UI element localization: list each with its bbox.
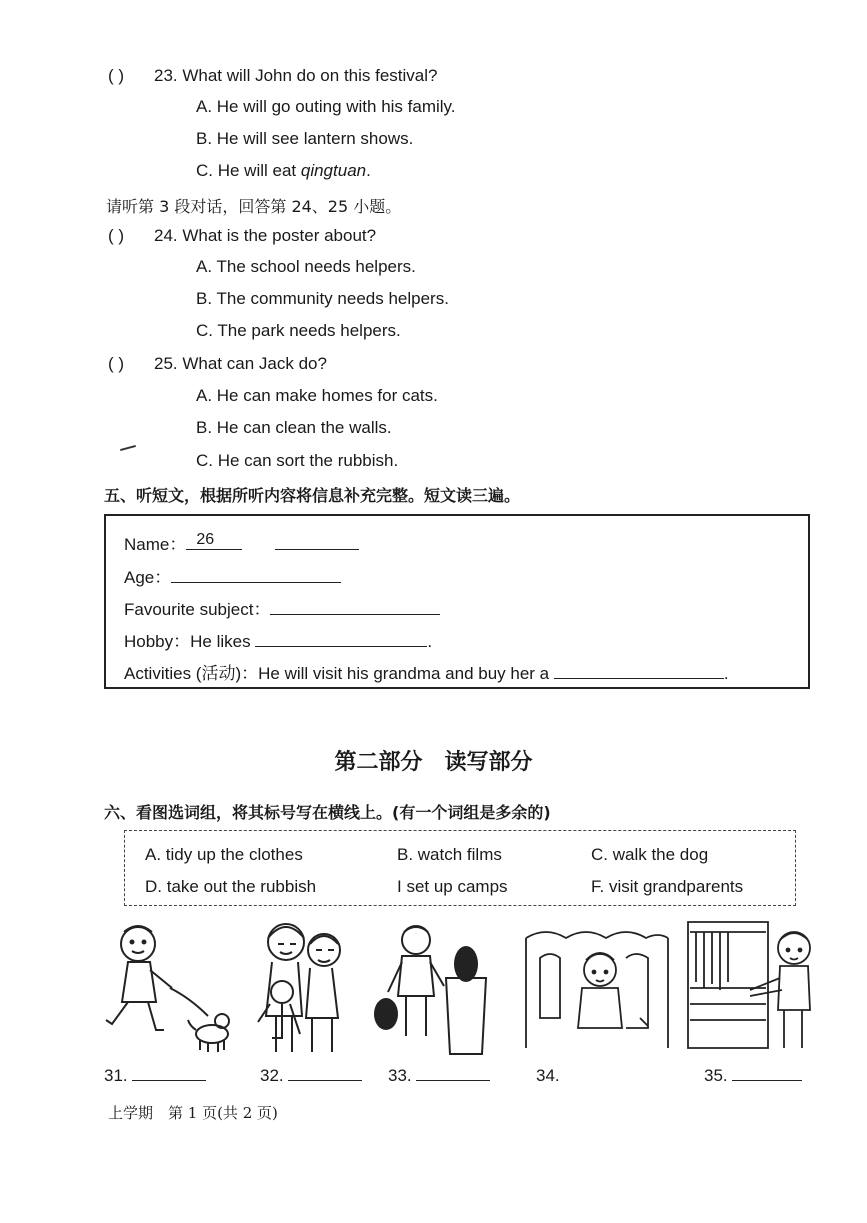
hobby-row (124, 627, 432, 652)
question-23 (108, 66, 437, 86)
answer-paren[interactable]: ( ) (108, 66, 125, 85)
q24-option-a: A. The school needs helpers. (196, 257, 416, 276)
hobby-end: . (427, 632, 433, 651)
picture-take-out-rubbish (372, 918, 492, 1058)
section-5-title: 五、听短文，根据所听内容将信息补充完整。短文读三遍。 (104, 486, 521, 505)
activities-blank[interactable] (554, 664, 724, 679)
q23-option-b: B. He will see lantern shows. (196, 129, 414, 148)
q25-option-c: C. He can sort the rubbish. (196, 451, 399, 470)
blank-number: 26 (196, 531, 215, 548)
section-6-title: 六、看图选词组，将其标号写在横线上。(有一个词组是多余的) (104, 803, 551, 822)
name-blank-1[interactable] (186, 531, 242, 550)
phrase-e: I set up camps (397, 877, 508, 896)
answer-35 (704, 1066, 802, 1086)
phrase-a: A. tidy up the clothes (145, 845, 303, 864)
answer-32 (260, 1066, 362, 1086)
phrase-f: F. visit grandparents (591, 877, 744, 896)
answer-number: 31. (104, 1066, 128, 1085)
answer-paren[interactable]: ( ) (108, 226, 125, 245)
phrase-c: C. walk the dog (591, 845, 709, 864)
answer-paren[interactable]: ( ) (108, 354, 125, 373)
name-blank-2[interactable] (275, 535, 359, 550)
q24-option-b: B. The community needs helpers. (196, 289, 449, 308)
option-end: . (366, 161, 371, 180)
info-box (104, 514, 810, 689)
answer-33 (388, 1066, 490, 1086)
answer-number: 34. (536, 1066, 560, 1085)
answer-blank[interactable] (416, 1066, 490, 1081)
question-stem: 23. What will John do on this festival? (154, 66, 438, 85)
name-row (124, 530, 359, 555)
q24-option-c: C. The park needs helpers. (196, 321, 401, 340)
answer-blank[interactable] (288, 1066, 362, 1081)
question-25 (108, 354, 327, 374)
answer-number: 32. (260, 1066, 284, 1085)
question-24 (108, 226, 376, 246)
answer-number: 33. (388, 1066, 412, 1085)
answer-34 (536, 1066, 560, 1086)
page-footer: 上学期 第 1 页(共 2 页) (108, 1104, 278, 1122)
picture-visit-grandparents (246, 918, 366, 1058)
activities-end: . (723, 664, 729, 683)
instruction-dialogue-3: 请听第 3 段对话，回答第 24、25 小题。 (106, 197, 402, 216)
subject-row (124, 595, 440, 620)
age-blank[interactable] (171, 568, 341, 583)
answer-blank[interactable] (132, 1066, 206, 1081)
option-italic-word: qingtuan (300, 161, 367, 180)
activities-row (124, 659, 729, 684)
question-stem: 24. What is the poster about? (154, 226, 377, 245)
option-text: C. He will eat (196, 161, 301, 180)
phrase-box (124, 830, 796, 906)
picture-tidy-clothes (686, 918, 816, 1058)
name-label: Name： (124, 535, 187, 554)
q23-option-c (196, 161, 371, 181)
picture-walk-dog (104, 918, 234, 1058)
activities-label: Activities (活动)：He will visit his grandma and buy her a (124, 664, 554, 683)
hobby-label: Hobby：He likes (124, 632, 256, 651)
phrase-d: D. take out the rubbish (145, 877, 317, 896)
q25-option-b: B. He can clean the walls. (196, 418, 392, 437)
stray-mark (120, 445, 136, 451)
answer-blank[interactable] (732, 1066, 802, 1081)
answer-31 (104, 1066, 206, 1086)
answer-number: 35. (704, 1066, 728, 1085)
age-row (124, 563, 341, 588)
q25-option-a: A. He can make homes for cats. (196, 386, 438, 405)
age-label: Age： (124, 568, 172, 587)
part-2-title: 第二部分 读写部分 (334, 750, 533, 775)
subject-label: Favourite subject： (124, 600, 271, 619)
question-stem: 25. What can Jack do? (154, 354, 327, 373)
hobby-blank[interactable] (255, 632, 427, 647)
picture-watch-films (520, 918, 670, 1058)
phrase-b: B. watch films (397, 845, 502, 864)
subject-blank[interactable] (270, 600, 440, 615)
q23-option-a: A. He will go outing with his family. (196, 97, 456, 116)
